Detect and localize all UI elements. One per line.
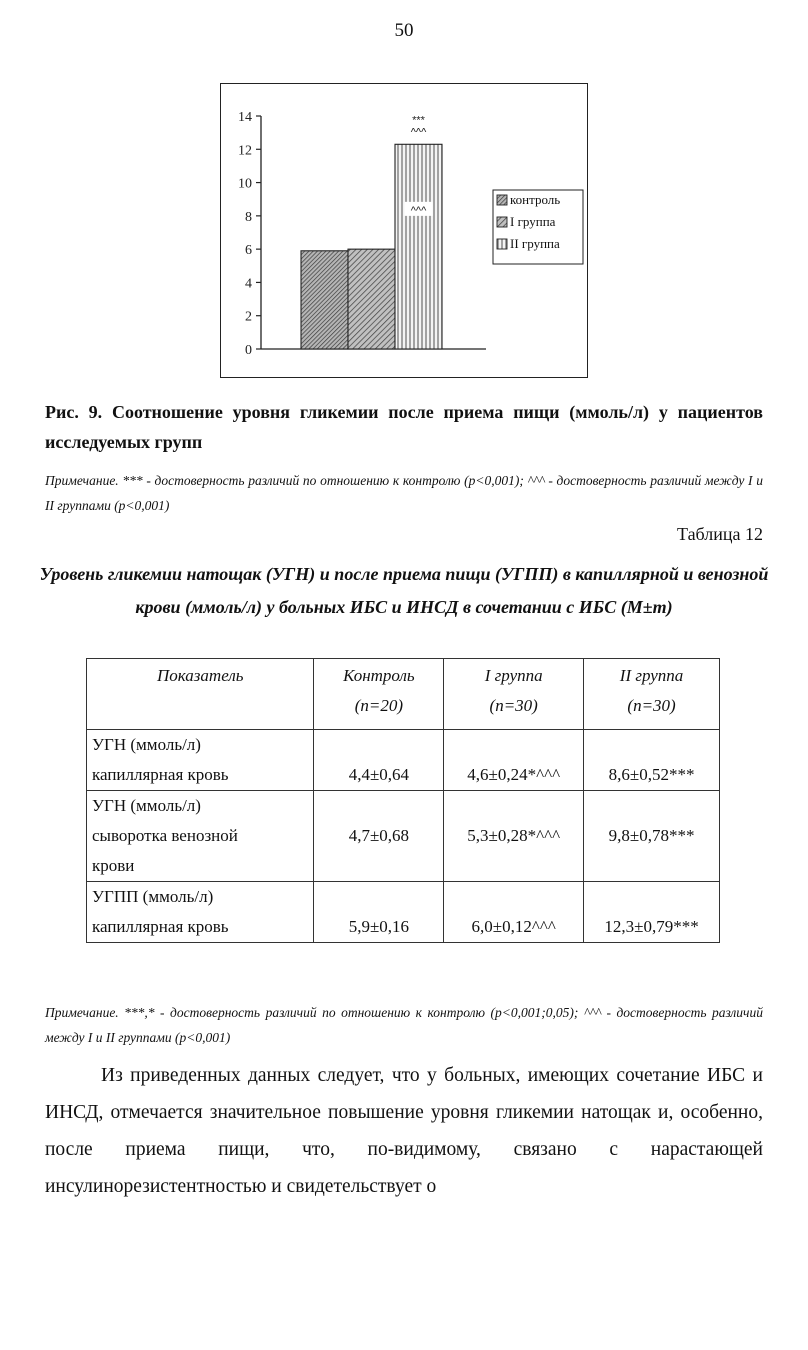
table-label: Таблица 12	[677, 524, 763, 544]
table-cell: 12,3±0,79***	[584, 882, 720, 943]
bar-3	[395, 144, 442, 349]
table-cell: 5,3±0,28*^^^	[444, 791, 584, 882]
table-cell: 4,4±0,64	[314, 730, 444, 791]
header-indicator: Показатель	[87, 659, 314, 730]
legend-swatch	[497, 239, 507, 249]
significance-annotation: ^^^	[410, 204, 427, 217]
legend-label: контроль	[510, 192, 561, 207]
y-tick-label: 10	[238, 176, 252, 192]
table-row	[87, 882, 720, 943]
figure-caption: Рис. 9. Соотношение уровня гликемии после приема пищи (ммоль/л) у пациентов исследуемых групп	[45, 402, 763, 452]
body-paragraph: Из приведенных данных следует, что у больных, имеющих сочетание ИБС и ИНСД, отмечается значительное повышение уровня гликемии натощак и, особенно, после приема пищи, что, по-видимому, связано с нарастающей инсулинорезистентностью и свидетельствует о	[45, 1065, 763, 1197]
table-title: Уровень гликемии натощак (УГН) и после приема пищи (УГПП) в капиллярной и венозной крови (ммоль/л) у больных ИБС и ИНСД в сочетании с ИБС (M±m)	[39, 564, 769, 617]
legend-label: II группа	[510, 236, 560, 251]
table-cell: 5,9±0,16	[314, 882, 444, 943]
data-table	[86, 658, 720, 943]
table-row	[87, 791, 720, 882]
y-tick-label: 0	[245, 343, 252, 358]
y-tick-label: 12	[238, 143, 252, 159]
page-number: 50	[394, 20, 414, 41]
legend-label: I группа	[510, 214, 556, 229]
chart-svg	[221, 84, 589, 379]
table-header-row	[87, 659, 720, 730]
significance-annotation: ^^^	[410, 126, 427, 139]
bar-1	[301, 251, 348, 349]
table-cell: 9,8±0,78***	[584, 791, 720, 882]
legend-swatch	[497, 195, 507, 205]
y-tick-label: 4	[245, 276, 252, 292]
table-row	[87, 730, 720, 791]
table-cell: 4,7±0,68	[314, 791, 444, 882]
legend-swatch	[497, 217, 507, 227]
y-tick-label: 6	[245, 243, 252, 259]
figure-note: Примечание. *** - достоверность различий по отношению к контролю (р<0,001); ^^^ - достоверность различий между I и II группами (р<0,001)	[45, 473, 763, 513]
row-label: УГН (ммоль/л) сыворотка венозной крови	[87, 791, 314, 882]
bar-chart	[220, 83, 588, 378]
y-tick-label: 14	[238, 110, 252, 125]
table-note: Примечание. ***,* - достоверность различий по отношению к контролю (р<0,001;0,05); ^^^ - достоверность различий между I и II группами (р<0,001)	[45, 1005, 763, 1045]
header-control: Контроль (n=20)	[314, 659, 444, 730]
y-tick-label: 2	[245, 309, 252, 325]
table-cell: 6,0±0,12^^^	[444, 882, 584, 943]
table-cell: 4,6±0,24*^^^	[444, 730, 584, 791]
y-tick-label: 8	[245, 209, 252, 225]
table-cell: 8,6±0,52***	[584, 730, 720, 791]
row-label: УГПП (ммоль/л) капиллярная кровь	[87, 882, 314, 943]
header-group-2: II группа (n=30)	[584, 659, 720, 730]
header-group-1: I группа (n=30)	[444, 659, 584, 730]
row-label: УГН (ммоль/л) капиллярная кровь	[87, 730, 314, 791]
significance-annotation: ***	[412, 114, 425, 127]
bar-2	[348, 249, 395, 349]
